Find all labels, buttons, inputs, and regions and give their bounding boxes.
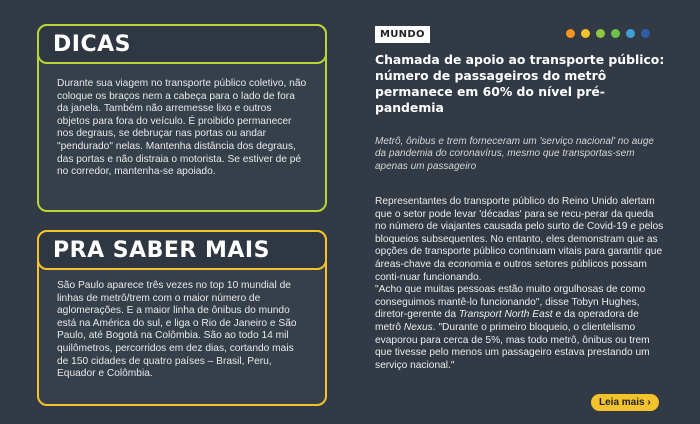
tips-text: Durante sua viagem no transporte público coletivo, não coloque os braços nem a cabeça para o lado de fora da janela. Também não arremesse lixo e outros objetos para fora do veículo. É proibido permanecer nos degraus, se debruçar nas portas ou andar "pendurado" nelas. Mantenha distância dos degraus, das portas e não distraia o motorista. Se estiver de pé no corredor, mantenha-se apoiado. — [57, 78, 307, 178]
quote-org-nexus: Nexus — [403, 321, 433, 333]
color-dot — [596, 29, 605, 38]
news-article — [375, 196, 665, 372]
color-dot — [566, 29, 575, 38]
news-headline: Chamada de apoio ao transporte público: número de passageiros do metrô permanece em 60% do nível pré-pandemia — [375, 52, 665, 115]
quote-start: "Acho que muitas pessoas estão muito orgulhosas de como conseguimos mantê-lo funcionando", disse Tobyn Hughes, diretor-gerente da — [375, 284, 646, 321]
learn-more-box — [37, 230, 327, 406]
color-dot — [626, 29, 635, 38]
tips-title: DICAS — [37, 24, 327, 64]
quote-mid: e da operadora de metrô — [375, 309, 639, 333]
article-paragraph: Representantes do transporte público do Reino Unido alertam que o setor pode levar 'décadas' para se recu-perar da queda no número de viajantes causada pelo surto de Covid-19 e pelos bloqueios subsequentes. No entanto, eles demonstram que as opções de transporte público continuam vitais para garantir que áreas-chave da economia e outros setores públicos possam conti-nuar funcionando. — [375, 196, 664, 283]
quote-org-transport-north-east: Transport North East — [458, 309, 553, 321]
article-quote — [375, 284, 665, 372]
news-subhead: Metrô, ônibus e trem forneceram um 'serviço nacional' no auge da pandemia do coronavírus, mesmo que transportas-sem apenas um passageiro — [375, 136, 654, 172]
tips-box — [37, 24, 327, 212]
learn-more-title: PRA SABER MAIS — [37, 230, 327, 270]
learn-more-text: São Paulo aparece três vezes no top 10 mundial de linhas de metrô/trem com o maior número de aglomerações. E a maior linha de ônibus do mundo está na América do sul, e liga o Rio de Janeiro e São Paulo, até Bogotá na Colômbia. São ao todo 14 mil quilômetros, percorridos em dez dias, cortando mais de 150 cidades de quatro países – Brasil, Peru, Equador e Colômbia. — [57, 280, 297, 380]
read-more-button[interactable]: Leia mais › — [591, 394, 659, 411]
color-dots — [566, 29, 650, 38]
color-dot — [581, 29, 590, 38]
section-tag: MUNDO — [375, 26, 430, 43]
quote-end: . "Durante o primeiro bloqueio, o clientelismo evaporou para cerca de 5%, mas todo metrô, ônibus ou trem que tivesse pelo menos um passageiro estava prestando um serviço nacional." — [375, 321, 650, 371]
color-dot — [611, 29, 620, 38]
color-dot — [641, 29, 650, 38]
